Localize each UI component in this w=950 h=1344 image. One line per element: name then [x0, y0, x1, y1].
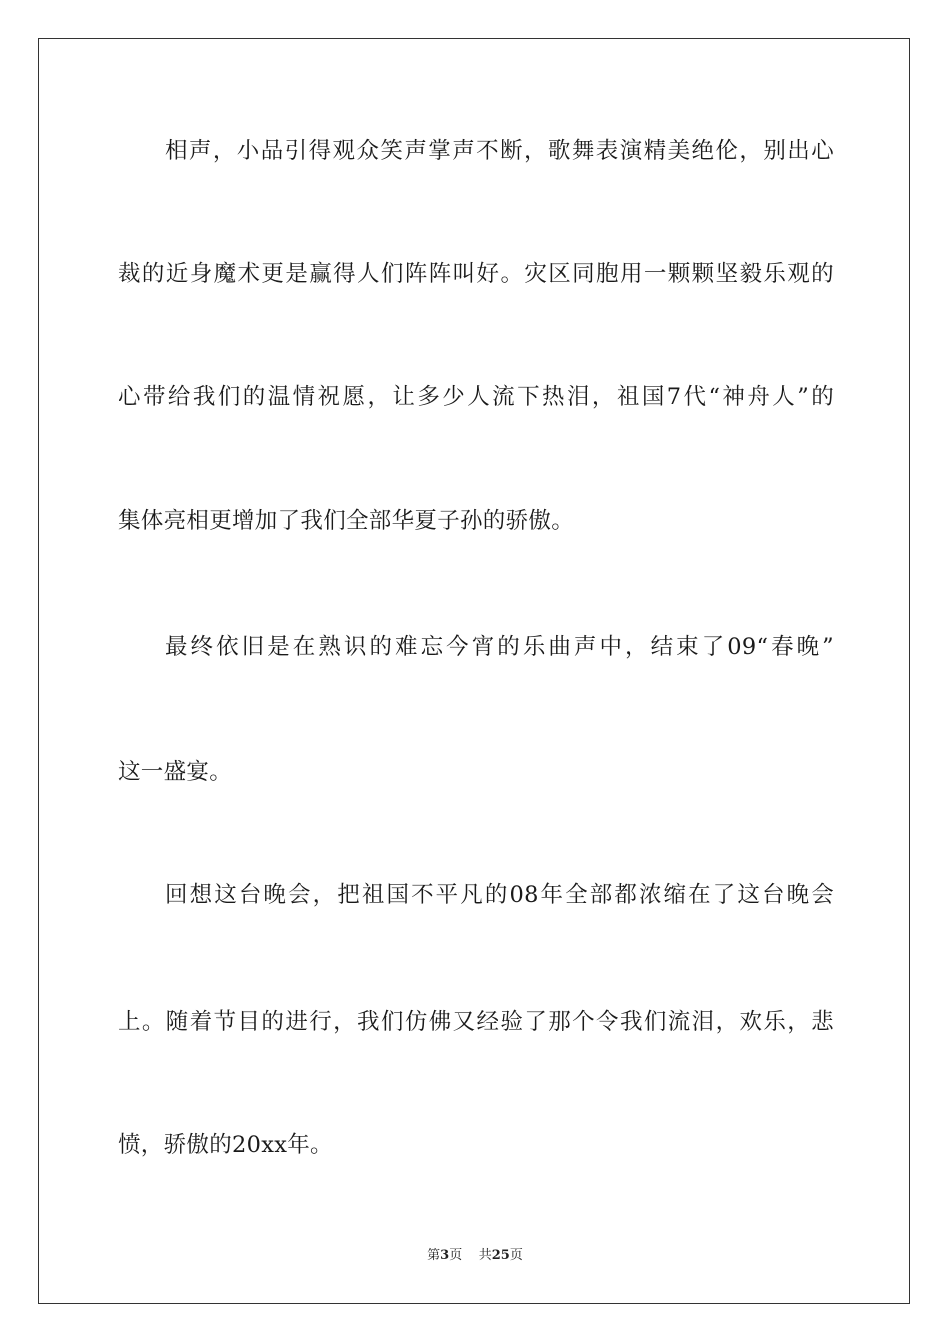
paragraph-3-line-1: 回想这台晚会，把祖国不平凡的08年全部都浓缩在了这台晚会	[165, 882, 834, 908]
paragraph-1-line-4: 集体亮相更增加了我们全部华夏子孙的骄傲。	[118, 508, 575, 534]
paragraph-2-line-1: 最终依旧是在熟识的难忘今宵的乐曲声中，结束了09“春晚”	[165, 634, 834, 660]
total-pages: 25	[491, 1248, 510, 1263]
paragraph-3-line-3: 愤，骄傲的20xx年。	[118, 1132, 333, 1158]
paragraph-1-line-3: 心带给我们的温情祝愿，让多少人流下热泪，祖国7代“神舟人”的	[118, 384, 834, 410]
paragraph-2-line-2: 这一盛宴。	[118, 759, 233, 785]
page-prefix: 第	[427, 1248, 441, 1263]
page-unit: 页	[449, 1248, 463, 1263]
page-footer	[0, 1247, 950, 1265]
total-unit: 页	[509, 1248, 523, 1263]
page-number: 3	[440, 1248, 450, 1263]
page-border	[38, 38, 910, 1304]
paragraph-3-line-2: 上。随着节目的进行，我们仿佛又经验了那个令我们流泪，欢乐，悲	[118, 1009, 834, 1035]
paragraph-1-line-1: 相声，小品引得观众笑声掌声不断，歌舞表演精美绝伦，别出心	[165, 138, 834, 164]
total-prefix: 共	[478, 1248, 492, 1263]
paragraph-1-line-2: 裁的近身魔术更是赢得人们阵阵叫好。灾区同胞用一颗颗坚毅乐观的	[118, 261, 834, 287]
